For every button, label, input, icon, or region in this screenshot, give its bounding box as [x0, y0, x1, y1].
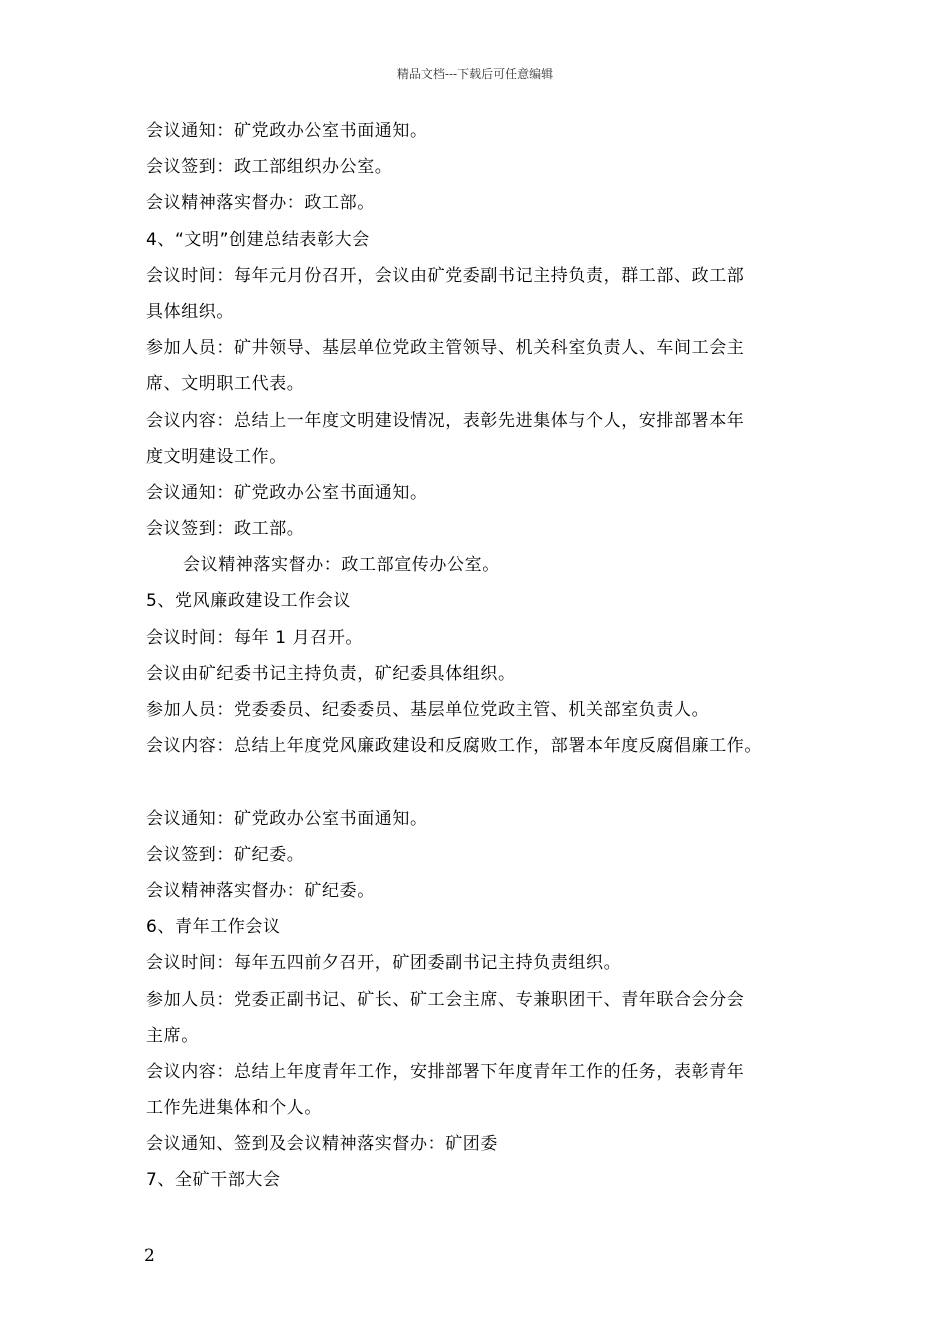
section-heading: 7、全矿干部大会 [146, 1170, 281, 1191]
paragraph-line: 会议精神落实督办：矿纪委。 [146, 880, 375, 901]
paragraph-line: 会议精神落实督办：政工部。 [146, 193, 375, 214]
paragraph-line: 会议通知：矿党政办公室书面通知。 [146, 482, 428, 503]
paragraph-line: 会议签到：政工部。 [146, 519, 305, 540]
paragraph-line: 会议内容：总结上年度党风廉政建设和反腐败工作，部署本年度反腐倡廉工作。 [146, 736, 762, 757]
paragraph-line: 主席。 [146, 1025, 199, 1046]
paragraph-line: 具体组织。 [146, 301, 234, 322]
paragraph-line: 参加人员：矿井领导、基层单位党政主管领导、机关科室负责人、车间工会主 [146, 338, 745, 359]
paragraph-line: 会议精神落实督办：政工部宣传办公室。 [183, 555, 500, 576]
paragraph-line: 会议内容：总结上一年度文明建设情况，表彰先进集体与个人，安排部署本年 [146, 410, 745, 431]
paragraph-line: 会议由矿纪委书记主持负责，矿纪委具体组织。 [146, 663, 516, 684]
paragraph-line: 会议通知、签到及会议精神落实督办：矿团委 [146, 1134, 498, 1155]
paragraph-line: 会议内容：总结上年度青年工作，安排部署下年度青年工作的任务，表彰青年 [146, 1061, 745, 1082]
paragraph-line: 会议时间：每年 1 月召开。 [146, 627, 364, 648]
page-header: 精品文档---下载后可任意编辑 [396, 67, 554, 81]
paragraph-line: 参加人员：党委正副书记、矿长、矿工会主席、专兼职团干、青年联合会分会 [146, 989, 745, 1010]
section-heading: 5、党风廉政建设工作会议 [146, 591, 352, 612]
paragraph-line: 度文明建设工作。 [146, 446, 287, 467]
paragraph-line: 会议通知：矿党政办公室书面通知。 [146, 121, 428, 141]
section-heading: 4、“文明”创建总结表彰大会 [146, 229, 370, 250]
paragraph-line: 会议签到：矿纪委。 [146, 844, 305, 865]
page-number: 2 [144, 1246, 155, 1266]
paragraph-line: 工作先进集体和个人。 [146, 1098, 322, 1119]
paragraph-line: 会议签到：政工部组织办公室。 [146, 157, 393, 178]
blank-line [146, 764, 826, 800]
paragraph-line: 参加人员：党委委员、纪委委员、基层单位党政主管、机关部室负责人。 [146, 700, 710, 720]
section-heading: 6、青年工作会议 [146, 917, 281, 938]
paragraph-line: 席、文明职工代表。 [146, 374, 305, 395]
paragraph-line: 会议时间：每年元月份召开，会议由矿党委副书记主持负责，群工部、政工部 [146, 265, 745, 286]
paragraph-line: 会议时间：每年五四前夕召开，矿团委副书记主持负责组织。 [146, 953, 622, 974]
document-body [146, 113, 826, 1199]
paragraph-line: 会议通知：矿党政办公室书面通知。 [146, 808, 428, 829]
